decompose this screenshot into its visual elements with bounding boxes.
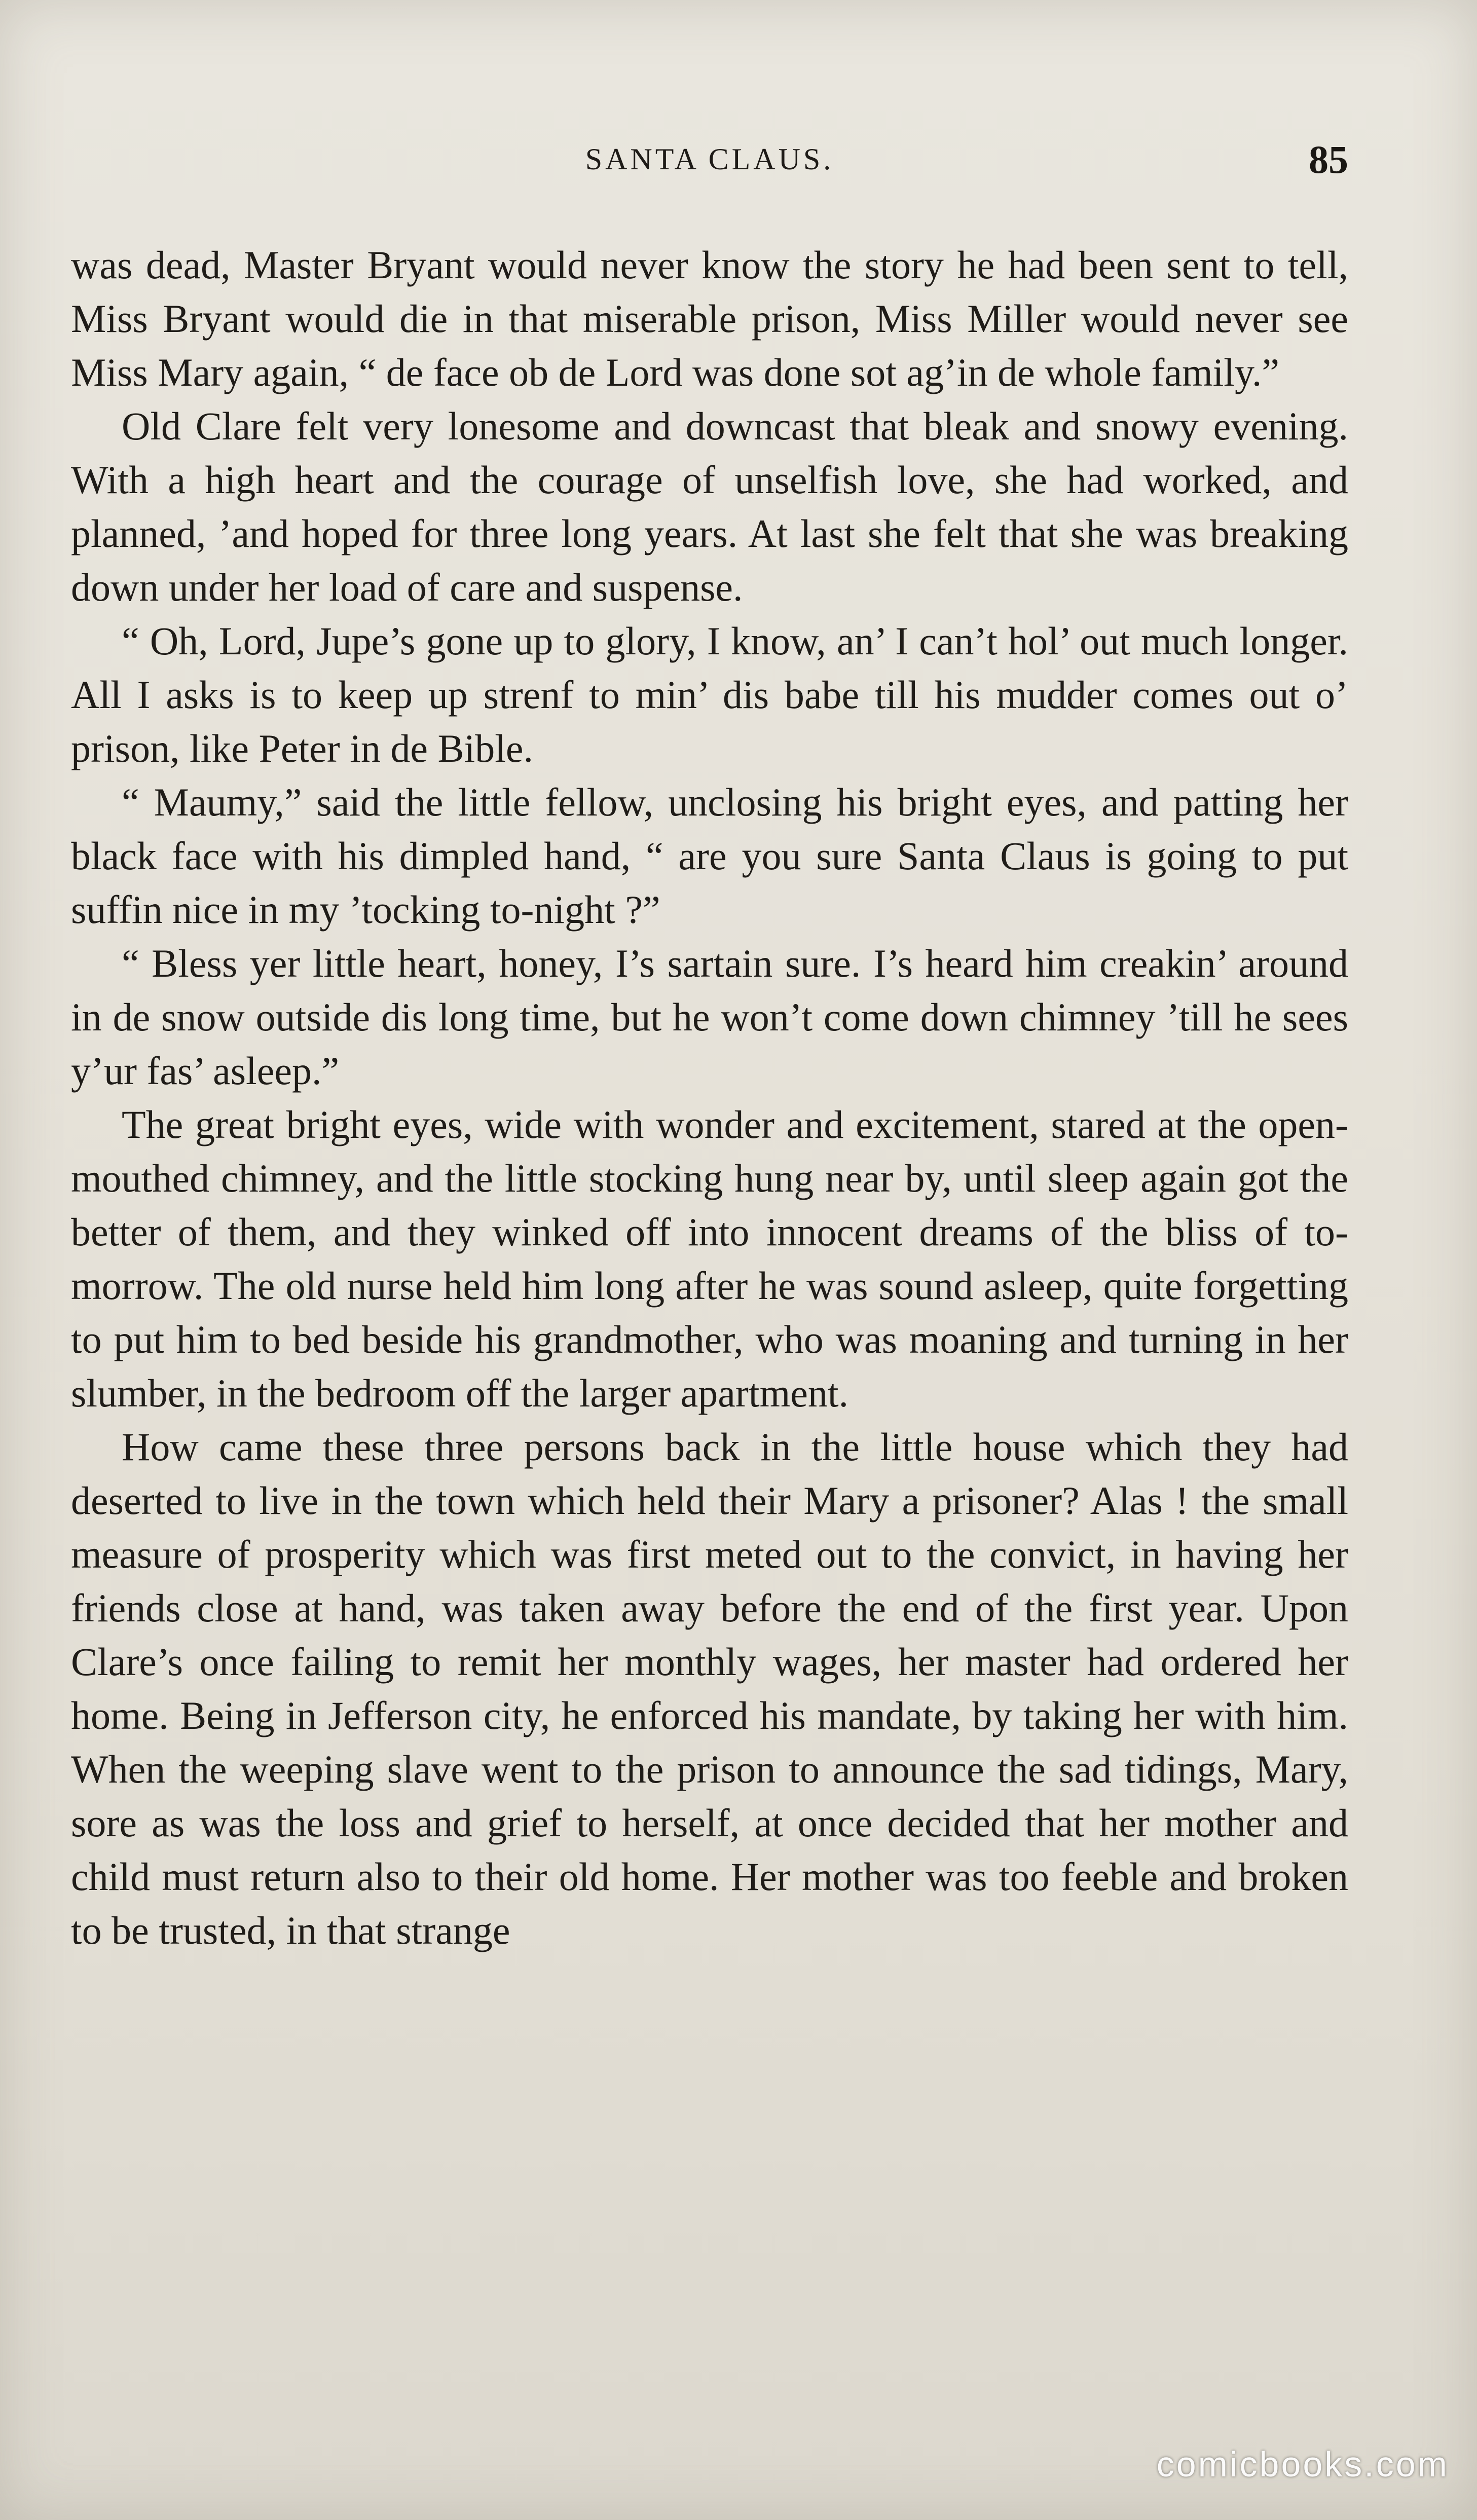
running-head: SANTA CLAUS. bbox=[585, 142, 834, 176]
paragraph: “ Bless yer little heart, honey, I’s sartain sure. I’s heard him creakin’ around in de snow outside dis long time, but he won’t come down chimney ’till he sees y’ur fas’ asleep.” bbox=[71, 941, 1348, 1093]
page-header bbox=[71, 137, 1348, 198]
body-text bbox=[71, 238, 1348, 1957]
page-number: 85 bbox=[1309, 137, 1348, 181]
paragraph: How came these three persons back in the little house which they had deserted to live in the town which held their Mary a prisoner? Alas ! the small measure of prosperity which was first meted out to the convict, in having her friends close at hand, was taken away before the end of the first year. Upon Clare’s once failing to remit her monthly wages, her master had ordered her home. Being in Jefferson city, he enforced his mandate, by taking her with him. When the weeping slave went to the prison to announce the sad tidings, Mary, sore as was the loss and grief to herself, at once decided that her mother and child must return also to their old home. Her mother was too feeble and broken to be trusted, in that strange bbox=[71, 1425, 1348, 1952]
paragraph: The great bright eyes, wide with wonder and excitement, stared at the open-mouthed chimney, and the little stocking hung near by, until sleep again got the better of them, and they winked off into innocent dreams of the bliss of to-morrow. The old nurse held him long after he was sound asleep, quite forgetting to put him to bed beside his grandmother, who was moaning and turning in her slumber, in the bedroom off the larger apartment. bbox=[71, 1102, 1348, 1415]
paragraph: Old Clare felt very lonesome and downcast that bleak and snowy evening. With a high heart and the courage of unselfish love, she had worked, and planned, ’and hoped for three long years. At last she felt that she was breaking down under her load of care and suspense. bbox=[71, 404, 1348, 609]
watermark: comicbooks.com bbox=[1156, 2444, 1449, 2484]
paragraph: “ Oh, Lord, Jupe’s gone up to glory, I know, an’ I can’t hol’ out much longer. All I asks is to keep up strenf to min’ dis babe till his mudder comes out o’ prison, like Peter in de Bible. bbox=[71, 619, 1348, 770]
paragraph: “ Maumy,” said the little fellow, unclosing his bright eyes, and patting her black face with his dimpled hand, “ are you sure Santa Claus is going to put suffin nice in my ’tocking to-night ?” bbox=[71, 780, 1348, 932]
paragraph: was dead, Master Bryant would never know the story he had been sent to tell, Miss Bryant would die in that miserable prison, Miss Miller would never see Miss Mary again, “ de face ob de Lord was done sot ag’in de whole family.” bbox=[71, 243, 1348, 394]
